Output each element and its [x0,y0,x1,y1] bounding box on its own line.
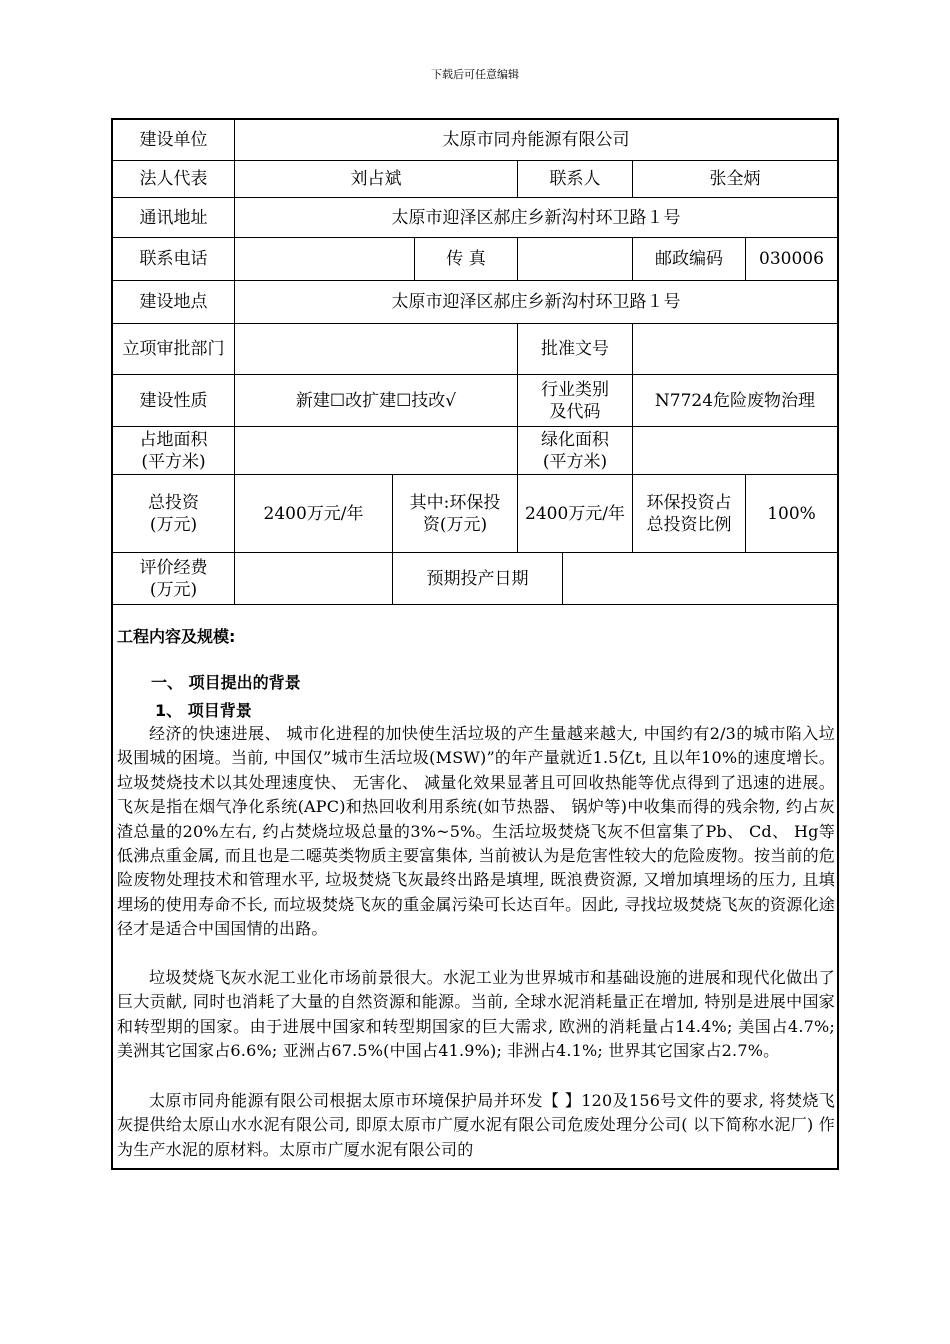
approval-no-label: 批准文号 [541,339,609,359]
construction-unit-label: 建设单位 [139,130,208,150]
section-heading: 一、 项目提出的背景 [151,673,301,692]
industry-label-line1: 行业类别 [541,379,609,400]
industry-label-line2: 及代码 [549,401,601,422]
green-label-line2: (平方米) [542,451,608,472]
area-label-line1: 占地面积 [139,429,208,450]
area-label-line2: (平方米) [141,451,206,472]
industry-value: N7724危险废物治理 [654,390,816,411]
env-invest-value: 2400万元/年 [525,503,625,524]
site-label: 建设地点 [139,292,208,312]
eval-fee-value [235,553,392,604]
start-date-label: 预期投产日期 [426,568,529,589]
paragraph: 垃圾焚烧飞灰水泥工业化市场前景很大。水泥工业为世界城市和基础设施的进展和现代化做出了巨大贡献, 同时也消耗了大量的自然资源和能源。当前, 全球水泥消耗量正在增加, 特别是进展中国家和转型期的国家。由于进展中国家和转型期国家的巨大需求, 欧洲的消耗量占14.4%; 美国占4.7%; 美洲其它国家占6.6%; 亚洲占67.5%(中国占41.9%); 非洲占4.1%; 世界其它国家占2.7%。 [117,968,835,1061]
header-note: 下载后可任意编辑 [431,68,519,81]
fax-value [518,238,632,280]
env-ratio-label [633,475,745,552]
legal-rep-label: 法人代表 [139,169,208,189]
env-invest-label-line1: 其中:环保投 [409,492,501,513]
env-invest-label-line2: 资(万元) [422,514,488,535]
invest-label-line1: 总投资 [148,492,199,513]
invest-value: 2400万元/年 [263,503,364,524]
construction-unit-value: 太原市同舟能源有限公司 [442,130,630,150]
postcode-label: 邮政编码 [655,249,723,269]
area-label [113,427,234,474]
start-date-value [563,553,837,604]
postcode-value: 030006 [759,249,824,269]
subsection-heading: 1、 项目背景 [155,701,252,720]
approval-dept-value [235,324,517,374]
legal-rep-value: 刘占斌 [350,169,402,189]
green-label [518,427,632,474]
eval-fee-label-line1: 评价经费 [139,557,208,578]
nature-label: 建设性质 [139,390,208,411]
area-value [235,427,517,474]
row-divider [113,604,837,605]
paragraph: 经济的快速进展、 城市化进程的加快使生活垃圾的产生量越来越大, 中国约有2/3的城市陷入垃圾围城的困境。当前, 中国仅”城市生活垃圾(MSW)”的年产量就近1.5亿t, 且以年10%的速度增长。垃圾焚烧技术以其处理速度快、 无害化、 减量化效果显著且可回收热能等优点得到了迅速的进展。飞灰是指在烟气净化系统(APC)和热回收利用系统(如节热器、 锅炉等)中收集而得的残余物, 约占灰渣总量的20%左右, 约占焚烧垃圾总量的3%~5%。生活垃圾焚烧飞灰不但富集了Pb、 Cd、 Hg等低沸点重金属, 而且也是二噁英类物质主要富集体, 当前被认为是危害性较大的危险废物。按当前的危险废物处理技术和管理水平, 垃圾焚烧飞灰最终出路是填埋, 既浪费资源, 又增加填埋场的压力, 且填埋场的使用寿命不长, 而垃圾焚烧飞灰的重金属污染可长达百年。因此, 寻找垃圾焚烧飞灰的资源化途径才是适合中国国情的出路。 [117,724,835,939]
invest-label [113,475,234,552]
phone-label: 联系电话 [139,249,208,269]
content-heading: 工程内容及规模: [117,627,236,646]
nature-value: 新建☐改扩建☐技改√ [295,390,457,411]
fax-label: 传 真 [446,249,486,269]
eval-fee-label [113,553,234,604]
env-ratio-label-line2: 总投资比例 [646,514,732,535]
site-value: 太原市迎泽区郝庄乡新沟村环卫路１号 [391,292,681,312]
eval-fee-label-line2: (万元) [149,579,198,600]
contact-value: 张全炳 [709,169,761,189]
env-ratio-value: 100% [767,503,816,524]
paragraph: 太原市同舟能源有限公司根据太原市环境保护局并环发【 】120及156号文件的要求, 将焚烧飞灰提供给太原山水水泥有限公司, 即原太原市广厦水泥有限公司危废处理分公司( 以下简称水泥厂) 作为生产水泥的原材料。太原市广厦水泥有限公司的 [117,1091,835,1159]
address-label: 通讯地址 [139,207,208,228]
approval-dept-label: 立项审批部门 [122,339,225,359]
industry-label [518,375,632,426]
address-value: 太原市迎泽区郝庄乡新沟村环卫路１号 [391,207,681,228]
green-value [633,427,837,474]
contact-label: 联系人 [549,169,601,189]
invest-label-line2: (万元) [149,514,198,535]
phone-value [235,238,414,280]
green-label-line1: 绿化面积 [541,429,609,450]
env-ratio-label-line1: 环保投资占 [646,492,732,513]
approval-no-value [633,324,837,374]
env-invest-label [393,475,517,552]
project-info-form [111,118,839,1170]
